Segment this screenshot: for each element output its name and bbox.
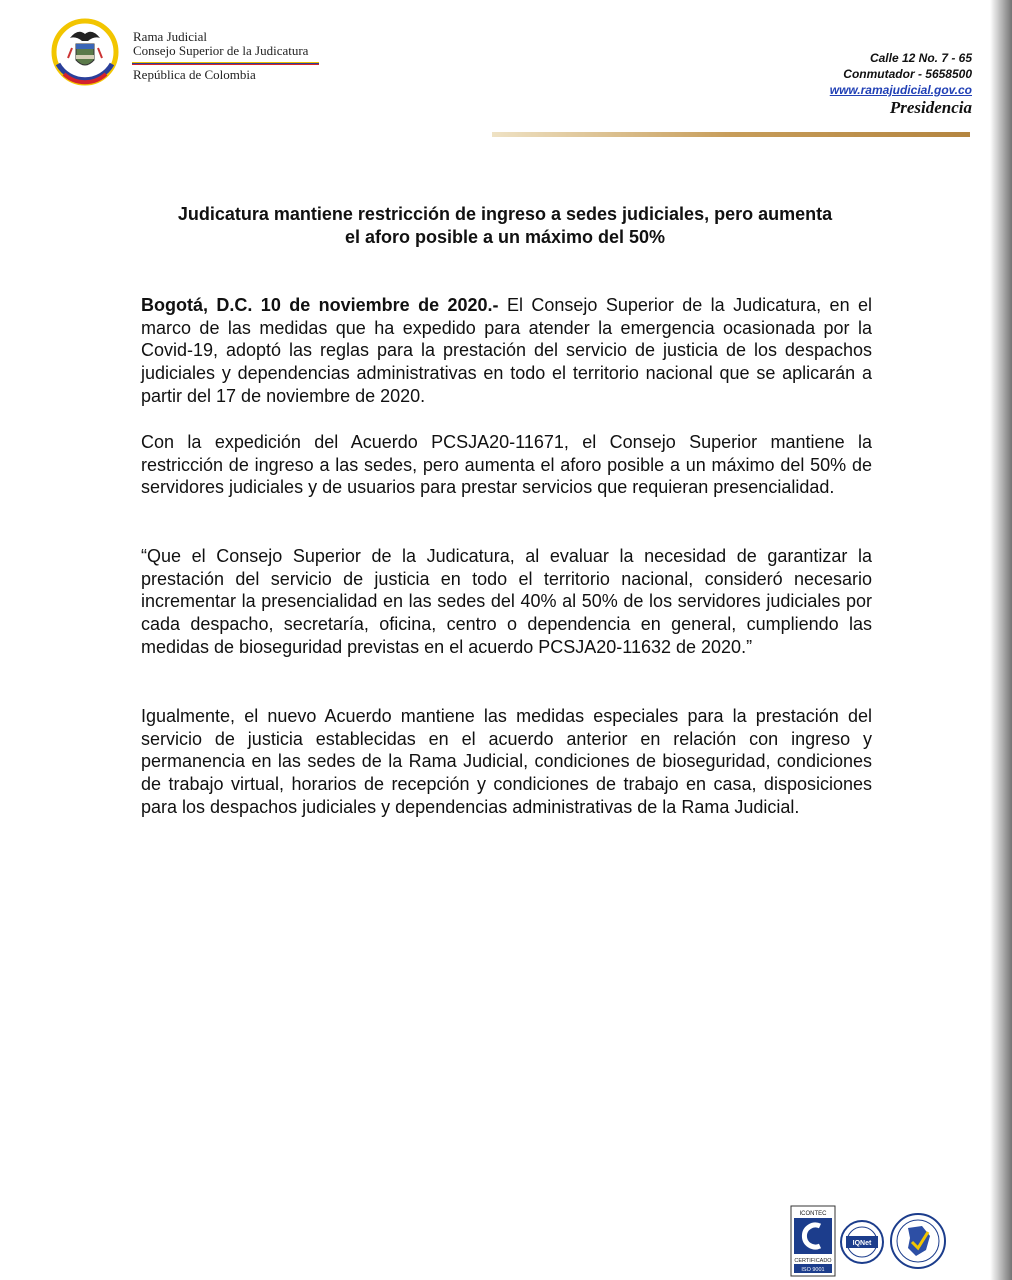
- svg-text:ISO 9001: ISO 9001: [801, 1267, 825, 1273]
- org-line-consejo: Consejo Superior de la Judicatura: [133, 43, 309, 58]
- press-release-title: [135, 203, 875, 249]
- page-shadow-edge: [990, 0, 1012, 1280]
- paragraph-2: Con la expedición del Acuerdo PCSJA20-11671, el Consejo Superior mantiene la restricción de ingreso a las sedes, pero aumenta el aforo posible a un máximo del 50% de servidores judiciales y de usuarios para prestar servicios que requieran presencialidad.: [141, 432, 872, 498]
- phone-text: Conmutador - 5658500: [843, 67, 972, 81]
- address-text: Calle 12 No. 7 - 65: [869, 51, 972, 65]
- paragraph-4: Igualmente, el nuevo Acuerdo mantiene las medidas especiales para la prestación del servicio de justicia establecidas en el acuerdo anterior en relación con ingreso y permanencia en las sedes de la Rama Judicial, condiciones de bioseguridad, condiciones de trabajo virtual, horarios de recepción y condiciones de trabajo en casa, disposiciones para los despachos judiciales y dependencias administrativas de la Rama Judicial.: [141, 706, 872, 817]
- title-line-1: Judicatura mantiene restricción de ingreso a sedes judiciales, pero aumenta: [177, 204, 833, 224]
- contact-block: [830, 50, 972, 98]
- flag-color-rule: [132, 62, 319, 65]
- website-link[interactable]: www.ramajudicial.gov.co: [829, 83, 972, 97]
- icontec-badge-icon: [791, 1206, 835, 1276]
- paragraph-1: [141, 294, 872, 408]
- paragraph-1-text: El Consejo Superior de la Judicatura, en el marco de las medidas que ha expedido para atender la emergencia ocasionada por la Covid-19, adoptó las reglas para la prestación del servicio de justicia de los despachos judiciales y dependencias administrativas en todo el territorio nacional que se aplicarán a partir del 17 de noviembre de 2020.: [141, 295, 872, 406]
- coat-of-arms-logo: [50, 14, 120, 86]
- title-line-2: el aforo posible a un máximo del 50%: [344, 227, 666, 247]
- svg-text:ICONTEC: ICONTEC: [799, 1211, 827, 1217]
- org-line-rama: Rama Judicial: [133, 29, 208, 44]
- header-divider: [492, 132, 970, 137]
- dateline: Bogotá, D.C. 10 de noviembre de 2020.-: [141, 295, 499, 315]
- svg-text:CERTIFICADO: CERTIFICADO: [794, 1258, 832, 1264]
- office-label: Presidencia: [889, 98, 972, 117]
- certification-badges: [790, 1204, 950, 1278]
- svg-text:IQNet: IQNet: [852, 1240, 872, 1247]
- org-country: República de Colombia: [133, 67, 256, 82]
- organization-name: [133, 30, 308, 58]
- paragraph-3-quote: “Que el Consejo Superior de la Judicatura, al evaluar la necesidad de garantizar la prestación del servicio de justicia en todo el territorio nacional, consideró necesario incrementar la presencialidad en las sedes del 40% al 50% de los servidores judiciales por cada despacho, secretaría, oficina, centro o dependencia en general, cumpliendo las medidas de bioseguridad previstas en el acuerdo PCSJA20-11632 de 2020.”: [141, 546, 872, 657]
- government-quality-seal-icon: [891, 1214, 945, 1268]
- iqnet-badge-icon: [841, 1221, 883, 1263]
